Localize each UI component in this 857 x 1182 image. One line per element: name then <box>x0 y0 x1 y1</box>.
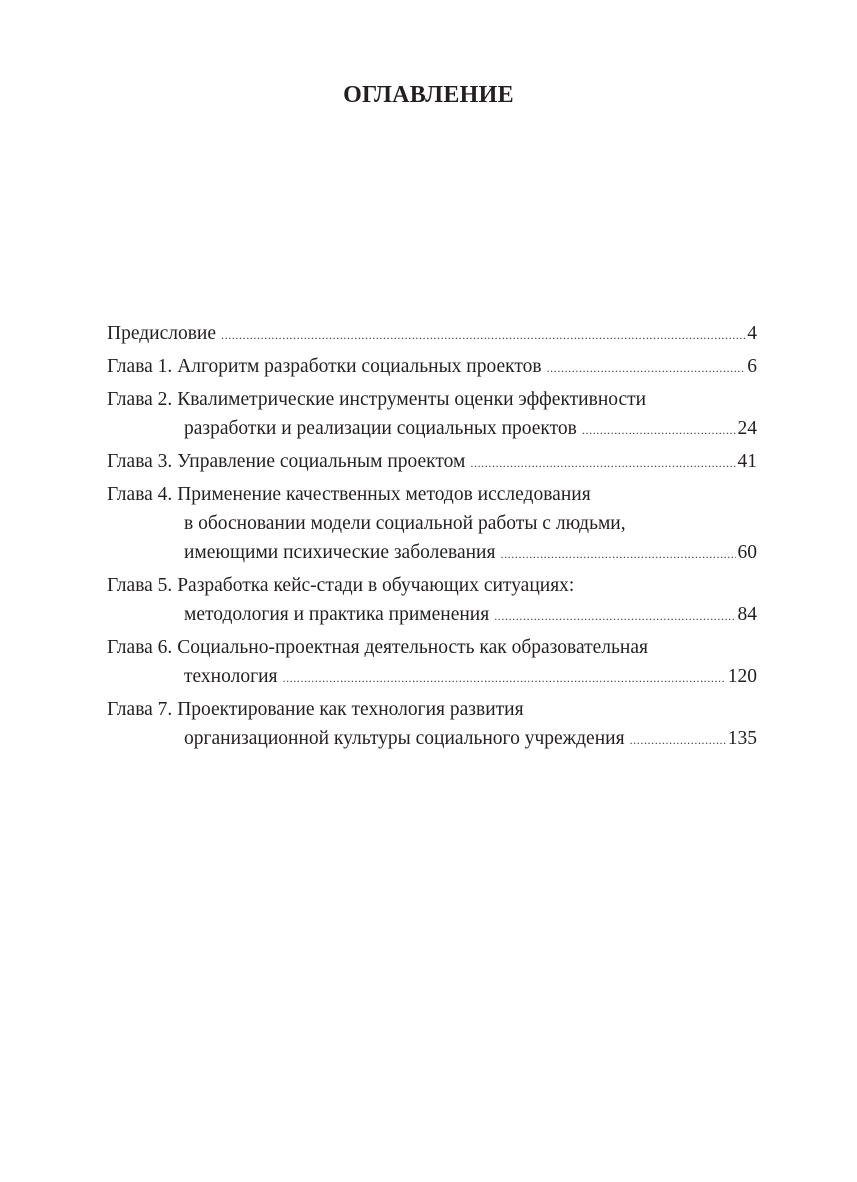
table-of-contents <box>107 319 757 757</box>
page-title: ОГЛАВЛЕНИЕ <box>343 82 514 108</box>
toc-entry-title: Проектирование как технология развития <box>177 699 524 720</box>
page-number: 120 <box>727 666 757 687</box>
toc-entry[interactable] <box>107 633 757 693</box>
toc-entry-title: Социально-проектная деятельность как образовательная <box>177 637 648 658</box>
toc-entry-title: Разработка кейс-стади в обучающих ситуациях: <box>177 575 575 596</box>
toc-entry[interactable] <box>107 695 757 755</box>
chapter-number: Глава 2. <box>107 389 178 410</box>
page-number: 41 <box>737 451 757 472</box>
toc-line <box>107 385 757 414</box>
toc-line <box>107 509 757 538</box>
toc-line <box>107 319 757 350</box>
toc-entry[interactable] <box>107 571 757 631</box>
dot-leader <box>494 602 735 631</box>
toc-entry[interactable] <box>107 447 757 478</box>
page-number: 135 <box>727 728 757 749</box>
toc-line <box>107 447 757 478</box>
toc-entry-title: организационной культуры социального учреждения <box>184 728 625 749</box>
toc-entry-title: в обосновании модели социальной работы с людьми, <box>184 513 626 534</box>
chapter-number: Глава 5. <box>107 575 178 596</box>
chapter-number: Глава 6. <box>107 637 178 658</box>
dot-leader <box>547 354 746 383</box>
toc-line <box>107 695 757 724</box>
toc-entry[interactable] <box>107 385 757 445</box>
toc-entry[interactable] <box>107 480 757 569</box>
toc-entry-title: имеющими психические заболевания <box>184 542 496 563</box>
chapter-number: Глава 4. <box>107 484 178 505</box>
dot-leader <box>221 321 745 350</box>
toc-line <box>107 571 757 600</box>
dot-leader <box>282 664 725 693</box>
toc-line <box>107 538 757 569</box>
dot-leader <box>630 726 726 755</box>
toc-line <box>107 633 757 662</box>
page-number: 24 <box>737 418 757 439</box>
toc-entry-title: Предисловие <box>107 323 217 344</box>
toc-line <box>107 414 757 445</box>
page-number: 84 <box>737 604 757 625</box>
toc-entry-title: разработки и реализации социальных проектов <box>184 418 577 439</box>
toc-entry-title: Алгоритм разработки социальных проектов <box>177 356 542 377</box>
dot-leader <box>500 540 735 569</box>
toc-entry[interactable] <box>107 352 757 383</box>
dot-leader <box>582 416 736 445</box>
toc-line <box>107 662 757 693</box>
toc-entry-title: Применение качественных методов исследования <box>177 484 591 505</box>
toc-line <box>107 480 757 509</box>
page-number: 4 <box>747 323 757 344</box>
toc-line <box>107 724 757 755</box>
chapter-number: Глава 3. <box>107 451 178 472</box>
toc-entry-title: Управление социальным проектом <box>177 451 466 472</box>
dot-leader <box>470 449 735 478</box>
page-number: 60 <box>737 542 757 563</box>
page-number: 6 <box>747 356 757 377</box>
toc-entry-title: методология и практика применения <box>184 604 490 625</box>
chapter-number: Глава 1. <box>107 356 178 377</box>
toc-line <box>107 352 757 383</box>
chapter-number: Глава 7. <box>107 699 178 720</box>
toc-line <box>107 600 757 631</box>
toc-entry-title: Квалиметрические инструменты оценки эффективности <box>177 389 647 410</box>
toc-entry-title: технология <box>184 666 278 687</box>
toc-entry[interactable] <box>107 319 757 350</box>
